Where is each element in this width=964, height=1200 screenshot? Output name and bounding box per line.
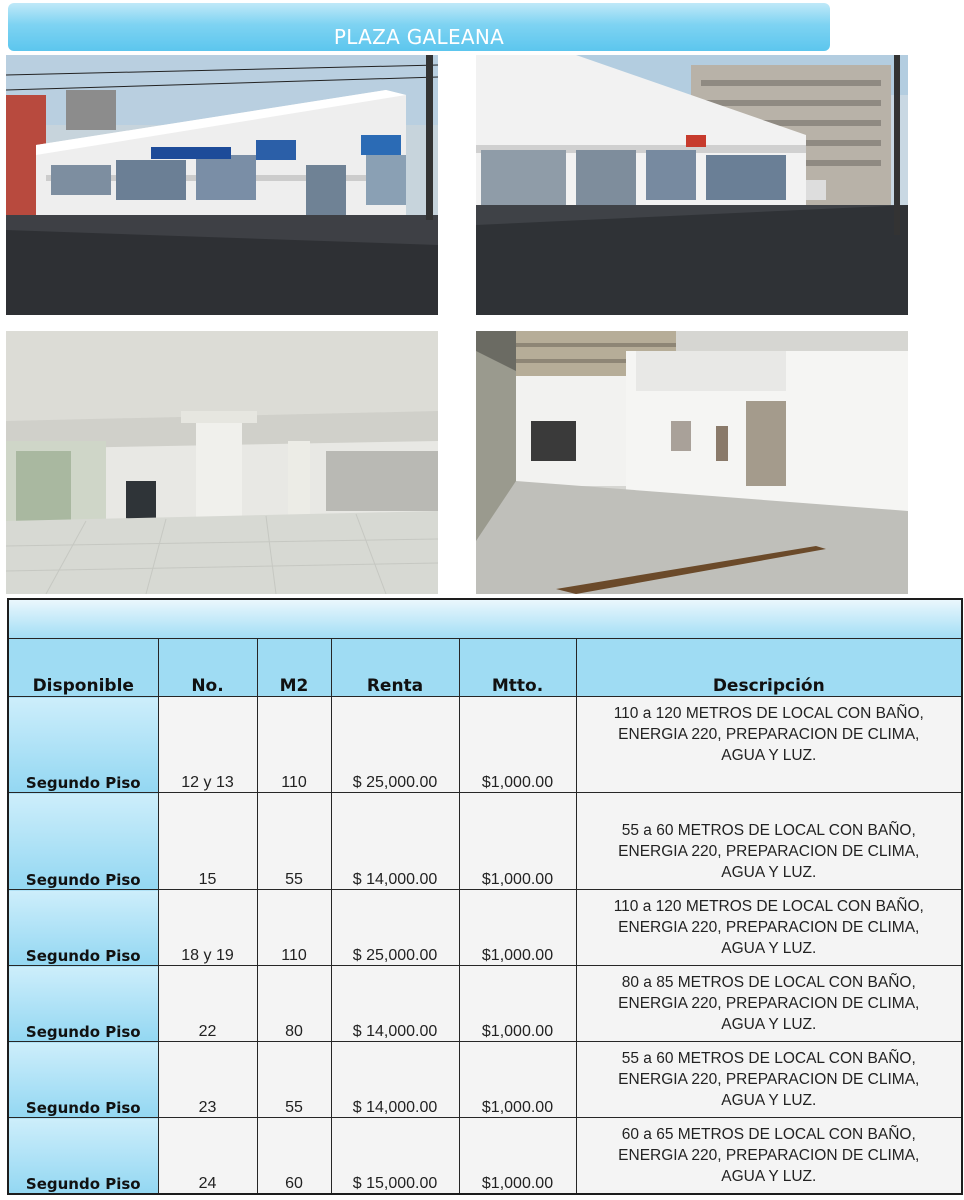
local-number-cell: 15 [158, 793, 257, 890]
table-row [8, 890, 962, 966]
descripcion-cell: 60 a 65 METROS DE LOCAL CON BAÑO, ENERGIA 220, PREPARACION DE CLIMA, AGUA Y LUZ. [576, 1118, 962, 1194]
building-corner-photo [6, 55, 438, 315]
descripcion-cell: 55 a 60 METROS DE LOCAL CON BAÑO, ENERGIA 220, PREPARACION DE CLIMA, AGUA Y LUZ. [576, 793, 962, 890]
descripcion-cell: 110 a 120 METROS DE LOCAL CON BAÑO, ENERGIA 220, PREPARACION DE CLIMA, AGUA Y LUZ. [576, 890, 962, 966]
descripcion-cell: 110 a 120 METROS DE LOCAL CON BAÑO, ENERGIA 220, PREPARACION DE CLIMA, AGUA Y LUZ. [576, 697, 962, 793]
disponible-cell: Segundo Piso [8, 1118, 158, 1194]
rear-parking-photo [476, 331, 908, 594]
m2-cell: 110 [257, 697, 331, 793]
descripcion-cell: 55 a 60 METROS DE LOCAL CON BAÑO, ENERGIA 220, PREPARACION DE CLIMA, AGUA Y LUZ. [576, 1042, 962, 1118]
column-header-disponible: Disponible [8, 639, 158, 697]
local-number-cell: 12 y 13 [158, 697, 257, 793]
rental-listing-table [7, 598, 963, 1195]
table-row [8, 1042, 962, 1118]
table-row [8, 793, 962, 890]
local-number-cell: 24 [158, 1118, 257, 1194]
m2-cell: 55 [257, 793, 331, 890]
renta-cell: $ 14,000.00 [331, 966, 459, 1042]
local-number-cell: 18 y 19 [158, 890, 257, 966]
disponible-cell: Segundo Piso [8, 966, 158, 1042]
column-header-renta: Renta [331, 639, 459, 697]
interior-columns-photo [6, 331, 438, 594]
page-title: PLAZA GALEANA [8, 3, 830, 51]
column-header-descripcion: Descripción [576, 639, 962, 697]
m2-cell: 80 [257, 966, 331, 1042]
descripcion-cell: 80 a 85 METROS DE LOCAL CON BAÑO, ENERGIA 220, PREPARACION DE CLIMA, AGUA Y LUZ. [576, 966, 962, 1042]
mtto-cell: $1,000.00 [459, 793, 576, 890]
table-row [8, 1118, 962, 1194]
column-header-mtto: Mtto. [459, 639, 576, 697]
renta-cell: $ 14,000.00 [331, 793, 459, 890]
building-street-photo [476, 55, 908, 315]
mtto-cell: $1,000.00 [459, 966, 576, 1042]
table-row [8, 966, 962, 1042]
m2-cell: 110 [257, 890, 331, 966]
column-header-m2: M2 [257, 639, 331, 697]
mtto-cell: $1,000.00 [459, 890, 576, 966]
table-row [8, 697, 962, 793]
renta-cell: $ 15,000.00 [331, 1118, 459, 1194]
renta-cell: $ 25,000.00 [331, 697, 459, 793]
mtto-cell: $1,000.00 [459, 697, 576, 793]
mtto-cell: $1,000.00 [459, 1042, 576, 1118]
local-number-cell: 23 [158, 1042, 257, 1118]
renta-cell: $ 25,000.00 [331, 890, 459, 966]
mtto-cell: $1,000.00 [459, 1118, 576, 1194]
disponible-cell: Segundo Piso [8, 793, 158, 890]
disponible-cell: Segundo Piso [8, 890, 158, 966]
m2-cell: 60 [257, 1118, 331, 1194]
column-header-no: No. [158, 639, 257, 697]
table-header-band [8, 599, 962, 639]
m2-cell: 55 [257, 1042, 331, 1118]
disponible-cell: Segundo Piso [8, 1042, 158, 1118]
renta-cell: $ 14,000.00 [331, 1042, 459, 1118]
local-number-cell: 22 [158, 966, 257, 1042]
disponible-cell: Segundo Piso [8, 697, 158, 793]
